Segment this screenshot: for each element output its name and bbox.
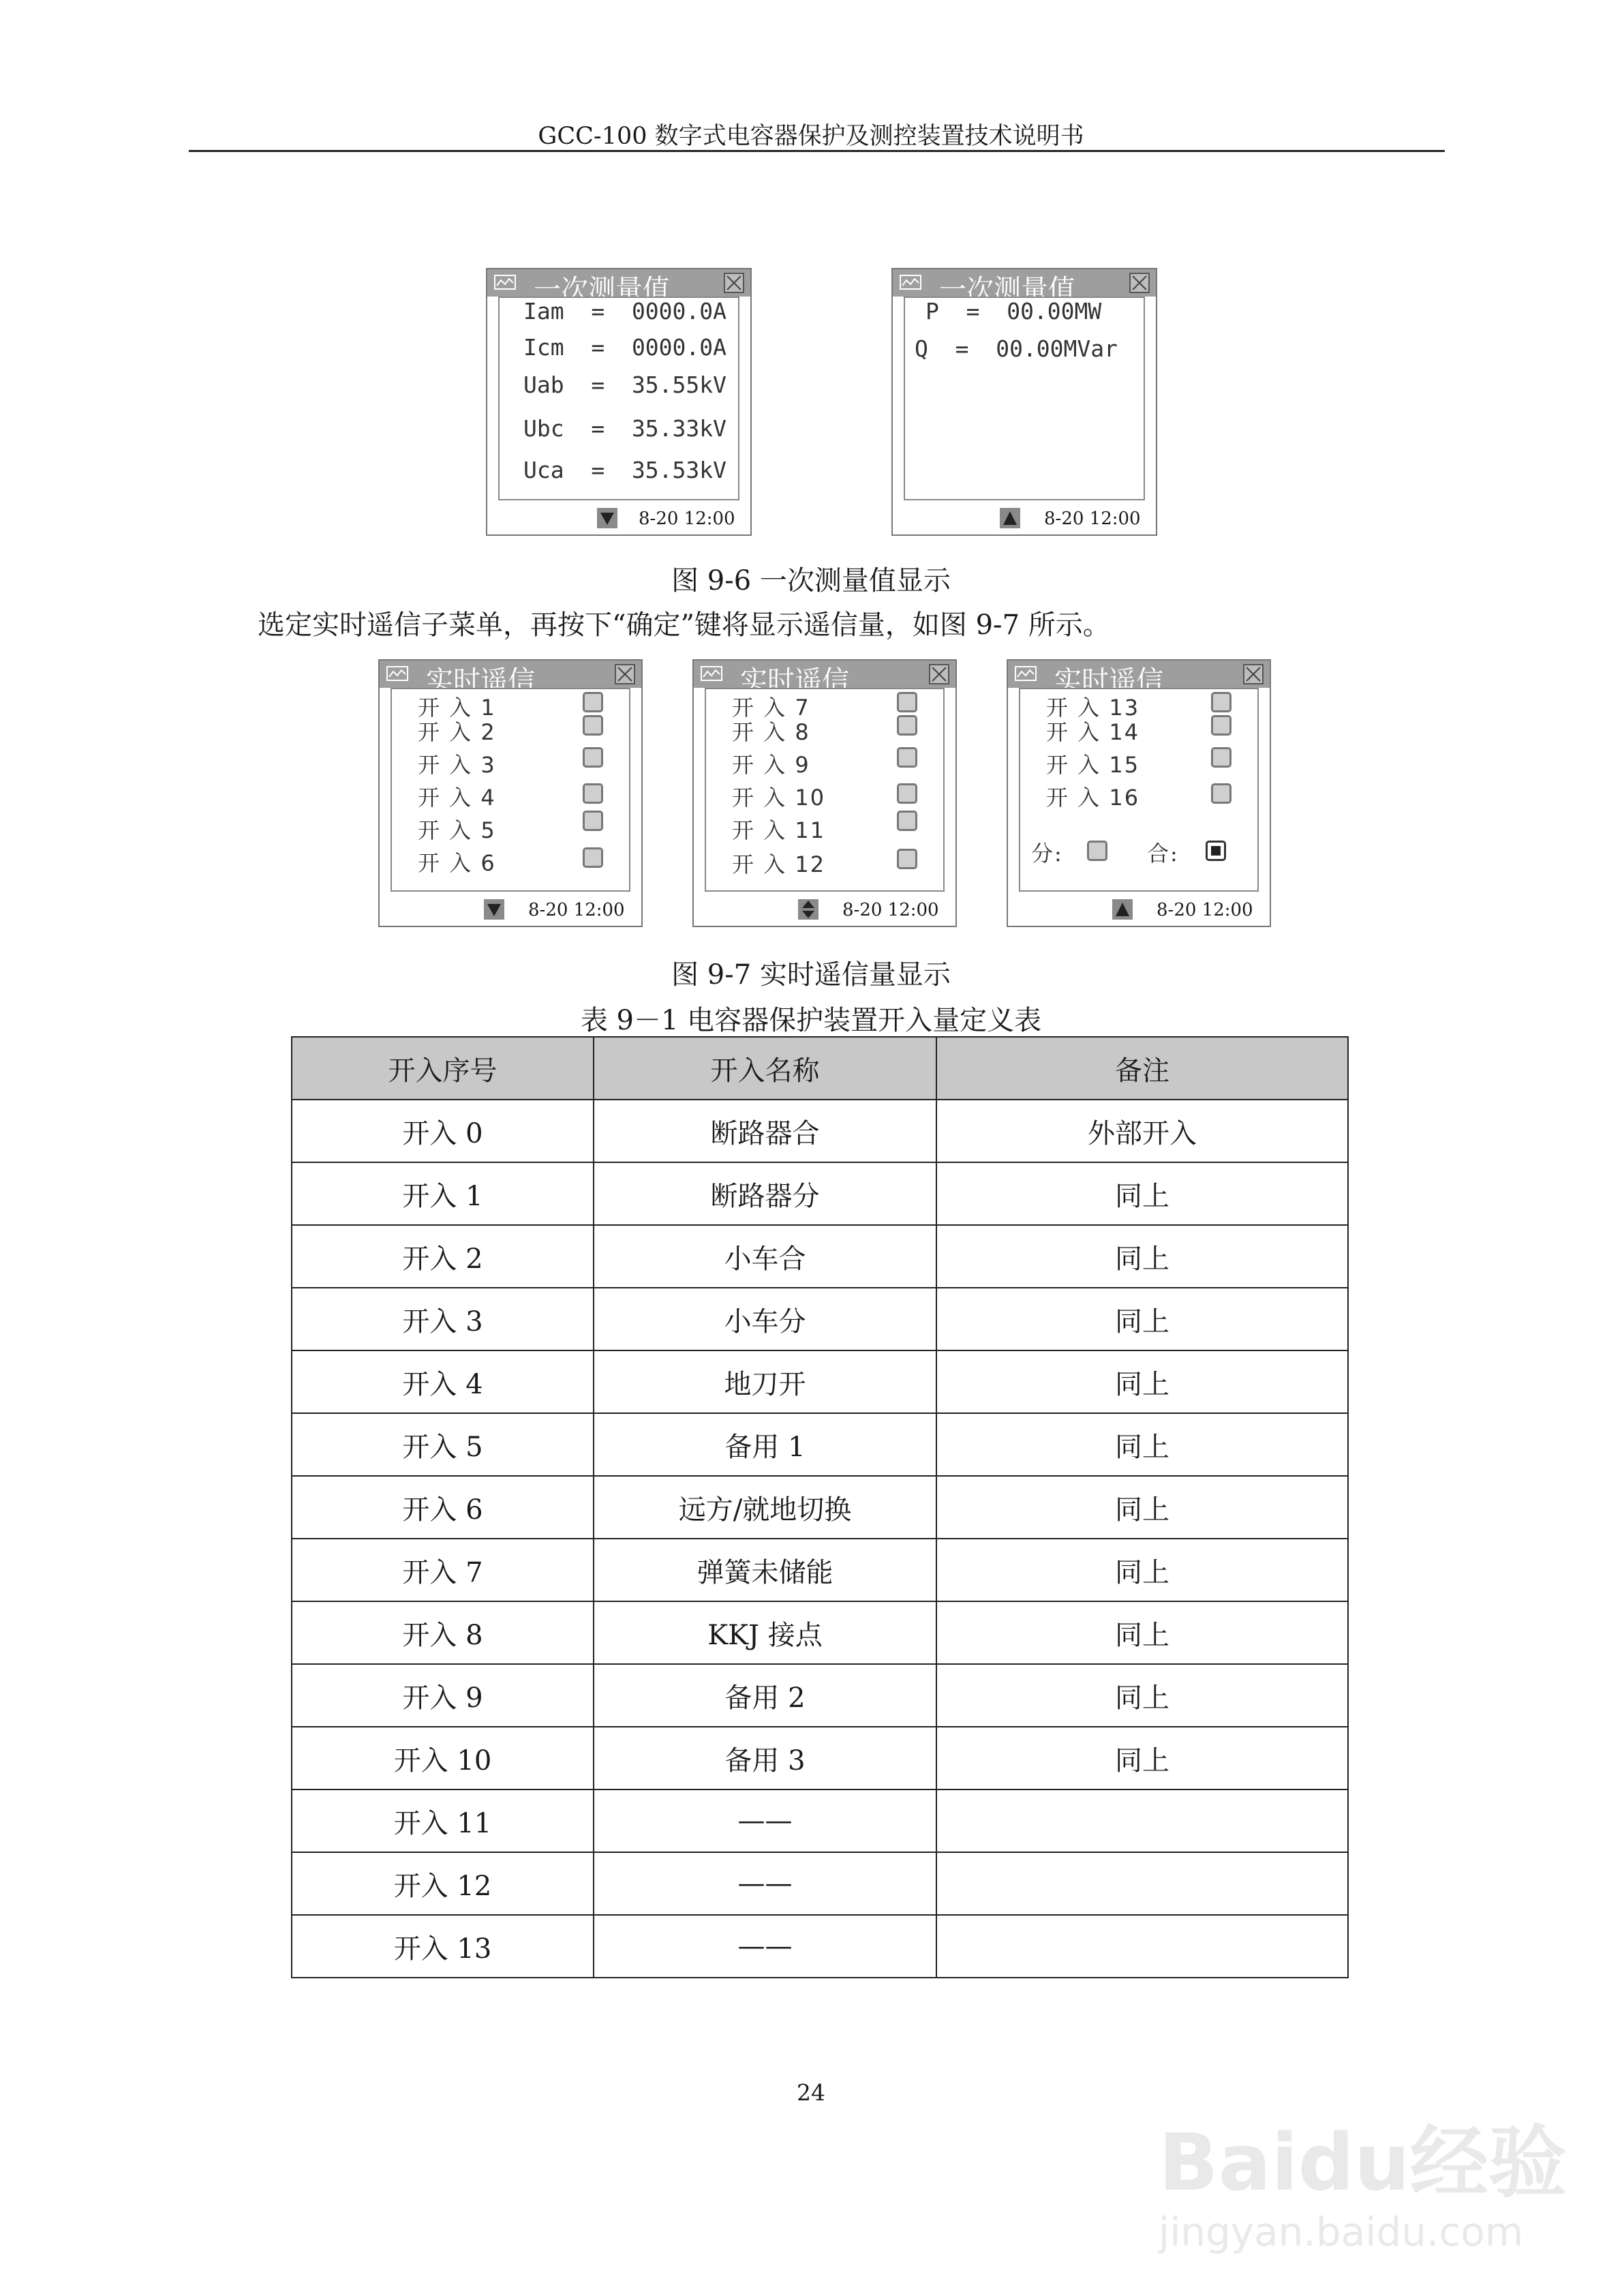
cell-input-name: 小车合	[594, 1225, 936, 1288]
cell-remarks: 同上	[936, 1288, 1348, 1350]
table-row	[292, 1915, 1348, 1978]
cell-remarks: 同上	[936, 1601, 1348, 1664]
input-status-indicator	[897, 715, 917, 736]
cell-remarks: 同上	[936, 1162, 1348, 1225]
document-header-title: GCC-100 数字式电容器保护及测控装置技术说明书	[538, 123, 1084, 150]
digital-input-definition-table	[291, 1036, 1349, 1978]
scroll-down-icon[interactable]	[596, 507, 618, 529]
reading-ubc: Ubc = 35.33kV	[523, 415, 727, 442]
cell-input-number: 开入 2	[292, 1225, 594, 1288]
cell-input-number: 开入 4	[292, 1350, 594, 1413]
panel-datetime: 8-20 12:00	[639, 509, 735, 529]
cell-input-number: 开入 1	[292, 1162, 594, 1225]
digital-input-panel-1	[378, 659, 643, 927]
table-header-row	[292, 1037, 1348, 1100]
page-number: 24	[797, 2079, 825, 2106]
body-paragraph: 选定实时遥信子菜单，再按下“确定”键将显示遥信量，如图 9-7 所示。	[258, 609, 1110, 641]
cell-input-name: 弹簧未储能	[594, 1539, 936, 1601]
panel-display-area	[391, 688, 630, 892]
cell-remarks: 同上	[936, 1225, 1348, 1288]
input-status-indicator	[897, 811, 917, 831]
input-label: 开 入 6	[418, 850, 496, 876]
table-row	[292, 1664, 1348, 1727]
scroll-up-icon[interactable]	[999, 507, 1021, 529]
input-label: 开 入 2	[418, 719, 496, 745]
cell-remarks: 同上	[936, 1350, 1348, 1413]
cell-remarks: 同上	[936, 1664, 1348, 1727]
cell-input-name: KKJ 接点	[594, 1601, 936, 1664]
cell-remarks	[936, 1789, 1348, 1852]
measurement-panel-power	[891, 268, 1157, 536]
cell-input-number: 开入 6	[292, 1476, 594, 1539]
panel-title: 一次测量值	[939, 274, 1075, 305]
input-label: 开 入 11	[732, 817, 826, 843]
panel-datetime: 8-20 12:00	[1157, 900, 1253, 920]
figure-9-7-caption: 图 9-7 实时遥信量显示	[671, 959, 951, 991]
input-status-indicator	[897, 692, 917, 712]
table-row	[292, 1162, 1348, 1225]
input-status-indicator	[583, 811, 603, 831]
table-row	[292, 1727, 1348, 1789]
panel-display-area	[1019, 688, 1259, 892]
cell-remarks: 同上	[936, 1727, 1348, 1789]
input-label: 开 入 4	[418, 785, 496, 811]
panel-datetime: 8-20 12:00	[842, 900, 939, 920]
input-status-indicator	[1211, 692, 1231, 712]
cell-input-name: 小车分	[594, 1288, 936, 1350]
cell-remarks	[936, 1852, 1348, 1915]
table-row	[292, 1413, 1348, 1476]
reading-active-power: P = 00.00MW	[925, 298, 1102, 324]
legend-open-indicator	[1087, 841, 1107, 861]
input-label: 开 入 15	[1046, 752, 1140, 778]
cell-input-number: 开入 5	[292, 1413, 594, 1476]
input-status-indicator	[1211, 715, 1231, 736]
figure-9-6-caption: 图 9-6 一次测量值显示	[671, 565, 951, 596]
close-icon[interactable]	[928, 663, 950, 685]
input-status-indicator	[897, 747, 917, 768]
input-label: 开 入 14	[1046, 719, 1140, 745]
cell-input-number: 开入 10	[292, 1727, 594, 1789]
scroll-up-icon[interactable]	[1112, 898, 1133, 920]
chart-icon	[386, 666, 408, 681]
panel-title: 实时遥信	[740, 665, 849, 697]
header-remarks: 备注	[936, 1037, 1348, 1100]
cell-input-number: 开入 11	[292, 1789, 594, 1852]
digital-input-panel-2	[692, 659, 957, 927]
chart-icon	[494, 275, 516, 290]
close-icon[interactable]	[614, 663, 636, 685]
header-input-name: 开入名称	[594, 1037, 936, 1100]
cell-input-name: 断路器合	[594, 1100, 936, 1162]
cell-input-number: 开入 8	[292, 1601, 594, 1664]
input-label: 开 入 1	[418, 695, 496, 721]
panel-display-area	[904, 297, 1145, 500]
chart-icon	[900, 275, 921, 290]
cell-input-name: 地刀开	[594, 1350, 936, 1413]
input-status-indicator	[583, 747, 603, 768]
panel-title: 实时遥信	[426, 665, 535, 697]
legend-open-label: 分:	[1031, 841, 1063, 866]
table-row	[292, 1288, 1348, 1350]
cell-remarks: 同上	[936, 1413, 1348, 1476]
table-row	[292, 1601, 1348, 1664]
input-label: 开 入 5	[418, 817, 496, 843]
input-status-indicator	[1211, 747, 1231, 768]
cell-remarks: 同上	[936, 1539, 1348, 1601]
cell-input-number: 开入 3	[292, 1288, 594, 1350]
scroll-down-icon[interactable]	[483, 898, 505, 920]
table-row	[292, 1476, 1348, 1539]
close-icon[interactable]	[1242, 663, 1264, 685]
input-status-indicator	[897, 783, 917, 804]
cell-input-name: 备用 2	[594, 1664, 936, 1727]
measurement-panel-current-voltage	[486, 268, 752, 536]
input-label: 开 入 12	[732, 851, 826, 877]
digital-input-panel-3	[1007, 659, 1271, 927]
input-status-indicator	[583, 847, 603, 868]
cell-remarks: 同上	[936, 1476, 1348, 1539]
cell-input-name: ——	[594, 1915, 936, 1978]
cell-input-name: 备用 1	[594, 1413, 936, 1476]
cell-input-name: 备用 3	[594, 1727, 936, 1789]
close-icon[interactable]	[723, 272, 745, 294]
header-divider	[189, 150, 1445, 152]
reading-reactive-power: Q = 00.00MVar	[915, 335, 1118, 362]
input-status-indicator	[1211, 783, 1231, 804]
baidu-watermark-url: jingyan.baidu.com	[1159, 2209, 1524, 2255]
cell-input-number: 开入 12	[292, 1852, 594, 1915]
panel-display-area	[705, 688, 945, 892]
cell-remarks: 外部开入	[936, 1100, 1348, 1162]
panel-title: 实时遥信	[1054, 665, 1163, 697]
table-row	[292, 1789, 1348, 1852]
cell-input-number: 开入 9	[292, 1664, 594, 1727]
legend-closed-indicator	[1206, 841, 1226, 861]
cell-input-number: 开入 7	[292, 1539, 594, 1601]
reading-uca: Uca = 35.53kV	[523, 457, 727, 483]
baidu-watermark-logo: Baidu经验	[1159, 2117, 1567, 2209]
reading-icm: Icm = 0000.0A	[523, 334, 727, 361]
input-status-indicator	[583, 715, 603, 736]
close-icon[interactable]	[1129, 272, 1150, 294]
reading-uab: Uab = 35.55kV	[523, 372, 727, 398]
table-caption: 表 9－1 电容器保护装置开入量定义表	[580, 1005, 1042, 1036]
table-row	[292, 1539, 1348, 1601]
table-row	[292, 1100, 1348, 1162]
scroll-up-down-icon[interactable]	[797, 898, 819, 920]
cell-input-number: 开入 13	[292, 1915, 594, 1978]
input-status-indicator	[583, 783, 603, 804]
reading-iam: Iam = 0000.0A	[523, 298, 727, 324]
cell-input-name: 远方/就地切换	[594, 1476, 936, 1539]
table-row	[292, 1350, 1348, 1413]
cell-input-name: 断路器分	[594, 1162, 936, 1225]
input-label: 开 入 9	[732, 752, 810, 778]
input-label: 开 入 16	[1046, 785, 1140, 811]
chart-icon	[1015, 666, 1037, 681]
cell-remarks	[936, 1915, 1348, 1978]
panel-datetime: 8-20 12:00	[1044, 509, 1141, 529]
table-row	[292, 1225, 1348, 1288]
panel-display-area	[498, 297, 739, 500]
panel-title: 一次测量值	[534, 274, 670, 305]
input-label: 开 入 13	[1046, 695, 1140, 721]
cell-input-name: ——	[594, 1789, 936, 1852]
table-row	[292, 1852, 1348, 1915]
input-label: 开 入 10	[732, 785, 826, 811]
legend-closed-label: 合:	[1147, 841, 1179, 866]
input-label: 开 入 3	[418, 752, 496, 778]
chart-icon	[701, 666, 722, 681]
input-label: 开 入 8	[732, 719, 810, 745]
header-input-number: 开入序号	[292, 1037, 594, 1100]
input-status-indicator	[897, 849, 917, 869]
cell-input-number: 开入 0	[292, 1100, 594, 1162]
panel-datetime: 8-20 12:00	[528, 900, 625, 920]
input-label: 开 入 7	[732, 695, 810, 721]
cell-input-name: ——	[594, 1852, 936, 1915]
input-status-indicator	[583, 692, 603, 712]
